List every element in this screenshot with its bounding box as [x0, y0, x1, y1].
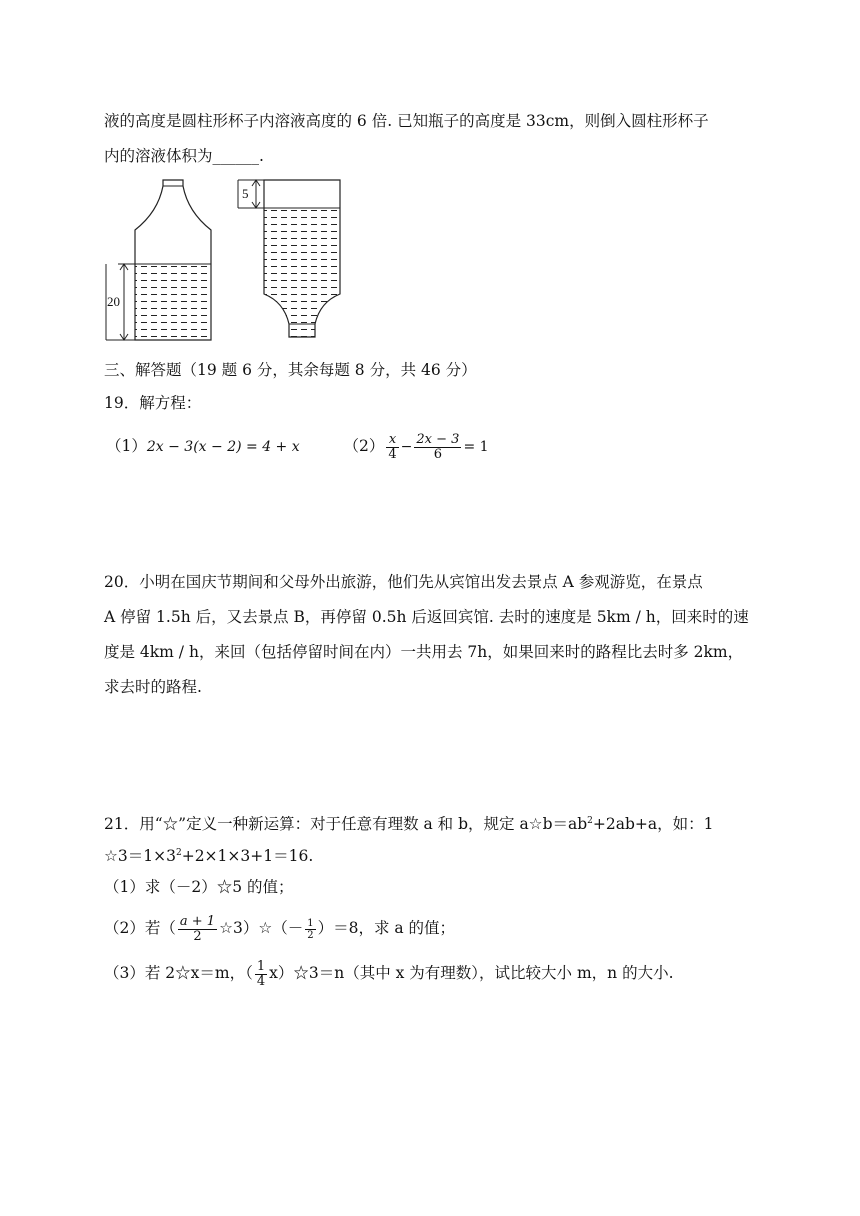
q21-part-1: （1）求（－2）☆5 的值；	[104, 878, 294, 896]
left-height-label: 20	[107, 294, 120, 309]
q20-line-1: 20．小明在国庆节期间和父母外出旅游，他们先从宾馆出发去景点 A 参观游览，在景点	[104, 573, 703, 591]
q19-part1-label: （1）	[106, 437, 147, 455]
bottle-cup-figure	[100, 172, 360, 348]
q20-line-3: 度是 4km / h，来回（包括停留时间在内）一共用去 7h，如果回来时的路程比去时多 2km，	[104, 643, 744, 661]
q19-part2-label: （2）	[343, 437, 385, 455]
intro-line-1: 液的高度是圆柱形杯子内溶液高度的 6 倍. 已知瓶子的高度是 33cm，则倒入圆柱形杯子	[104, 112, 709, 130]
right-bottle	[238, 180, 340, 337]
section-3-heading: 三、解答题（19 题 6 分，其余每题 8 分，共 46 分）	[104, 361, 477, 379]
q21-frac-quarter: $\frac{1}{4}$	[256, 958, 266, 989]
q19-frac-2: $\frac{2x - 3}{6}$	[416, 431, 460, 462]
q19-title: 19．解方程：	[104, 394, 202, 412]
q21-line-1: 21．用“☆”定义一种新运算：对于任意有理数 a 和 b，规定 $a☆b=ab^2+2ab+a$，如：1	[104, 815, 714, 833]
q20-line-2: A 停留 1.5h 后，又去景点 B，再停留 0.5h 后返回宾馆. 去时的速度是 5km / h，回来时的速	[104, 608, 749, 626]
q21-part-3: （3）若 2☆x＝m，（ $\frac{1}{4}$ x）☆3＝n（其中 x 为有理数），试比较大小 m，n 的大小.	[104, 958, 674, 989]
intro-line-2: 内的溶液体积为______.	[104, 147, 264, 165]
right-height-label: 5	[242, 186, 249, 201]
q21-part-2: （2）若（ $\frac{a + 1}{2}$ ☆3）☆（－ $\frac{1}{2}$ ）＝8，求 a 的值；	[104, 913, 456, 944]
q19-frac-1: $\frac{x}{4}$	[388, 431, 397, 462]
q21-frac-a-plus-1: $\frac{a + 1}{2}$	[179, 913, 216, 944]
q19-parts	[106, 428, 489, 464]
q19-minus: −	[400, 439, 413, 455]
q19-part1-expr: 2x − 3(x − 2) = 4 + x	[146, 439, 300, 455]
q21-line-2: $☆3=1\times 3^2+2\times 1\times 3+1=16$.	[104, 847, 314, 865]
left-bottle	[106, 180, 211, 340]
q19-rhs: = 1	[463, 439, 489, 455]
q21-frac-half: $\frac{1}{2}$	[307, 917, 314, 941]
q20-line-4: 求去时的路程.	[104, 678, 202, 696]
